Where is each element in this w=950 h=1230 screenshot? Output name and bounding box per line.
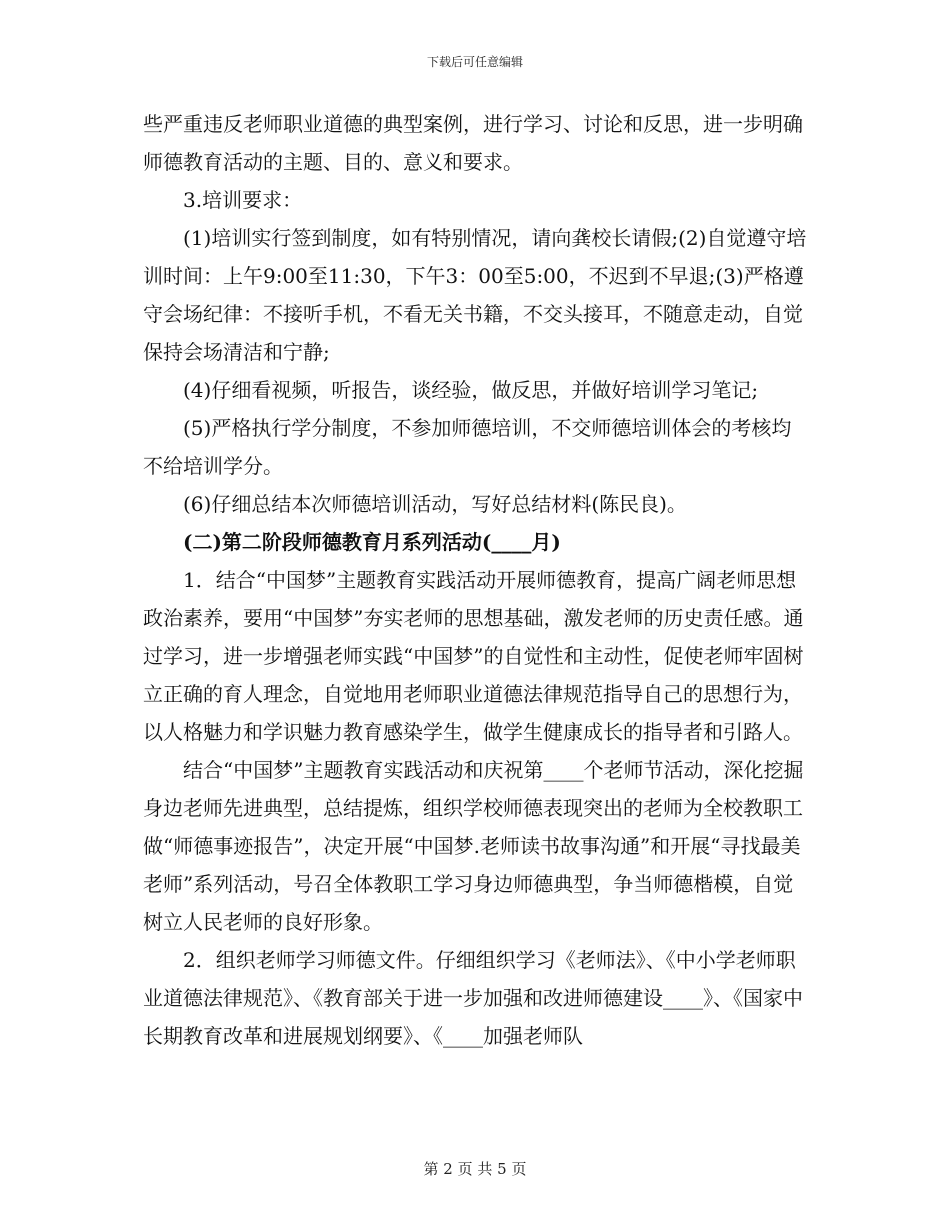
paragraph-training-requirements-title: 3.培训要求： — [183, 188, 303, 212]
paragraph-china-dream: 1．结合“中国梦”主题教育实践活动开展师德教育，提高广阔老师思想政治素养，要用“中国梦”夯实老师的思想基础，激发老师的历史责任感。通过学习，进一步增强老师实践“中国梦”的自觉性和主动性，促使老师牢固树立正确的育人理念，自觉地用老师职业道德法律规范指导自己的思想行为，以人格魅力和学识魅力教育感染学生，做学生健康成长的指导者和引路人。 — [143, 568, 804, 744]
paragraph-requirement-5: (5)严格执行学分制度，不参加师德培训，不交师德培训体会的考核均不给培训学分。 — [143, 416, 792, 478]
section-heading-phase-two: (二)第二阶段师德教育月系列活动(____月) — [183, 530, 561, 554]
paragraph-case-study: 些严重违反老师职业道德的典型案例，进行学习、讨论和反思，进一步明确师德教育活动的主题、目的、意义和要求。 — [143, 112, 803, 174]
paragraph-teachers-day: 结合“中国梦”主题教育实践活动和庆祝第____个老师节活动，深化挖掘身边老师先进典型，总结提炼，组织学校师德表现突出的老师为全校教职工做“师德事迹报告”，决定开展“中国梦.老师读书故事沟通”和开展“寻找最美老师”系列活动，号召全体教职工学习身边师德典型，争当师德楷模，自觉树立人民老师的良好形象。 — [143, 758, 804, 934]
page-footer: 第 2 页 共 5 页 — [423, 1160, 527, 1178]
document-body — [143, 105, 808, 1055]
paragraph-requirement-1-3: (1)培训实行签到制度，如有特别情况，请向龚校长请假;(2)自觉遵守培训时间：上午9:00至11:30，下午3：00至5:00，不迟到不早退;(3)严格遵守会场纪律：不接听手机，不看无关书籍，不交头接耳，不随意走动，自觉保持会场清洁和宁静; — [143, 226, 807, 364]
paragraph-study-documents: 2．组织老师学习师德文件。仔细组织学习《老师法》、《中小学老师职业道德法律规范》、《教育部关于进一步加强和改进师德建设____》、《国家中长期教育改革和进展规划纲要》、《____加强老师队 — [143, 948, 803, 1048]
paragraph-requirement-4: (4)仔细看视频，听报告，谈经验，做反思，并做好培训学习笔记; — [183, 378, 759, 402]
page-header: 下载后可任意编辑 — [426, 55, 523, 69]
paragraph-requirement-6: (6)仔细总结本次师德培训活动，写好总结材料(陈民良)。 — [183, 492, 687, 516]
